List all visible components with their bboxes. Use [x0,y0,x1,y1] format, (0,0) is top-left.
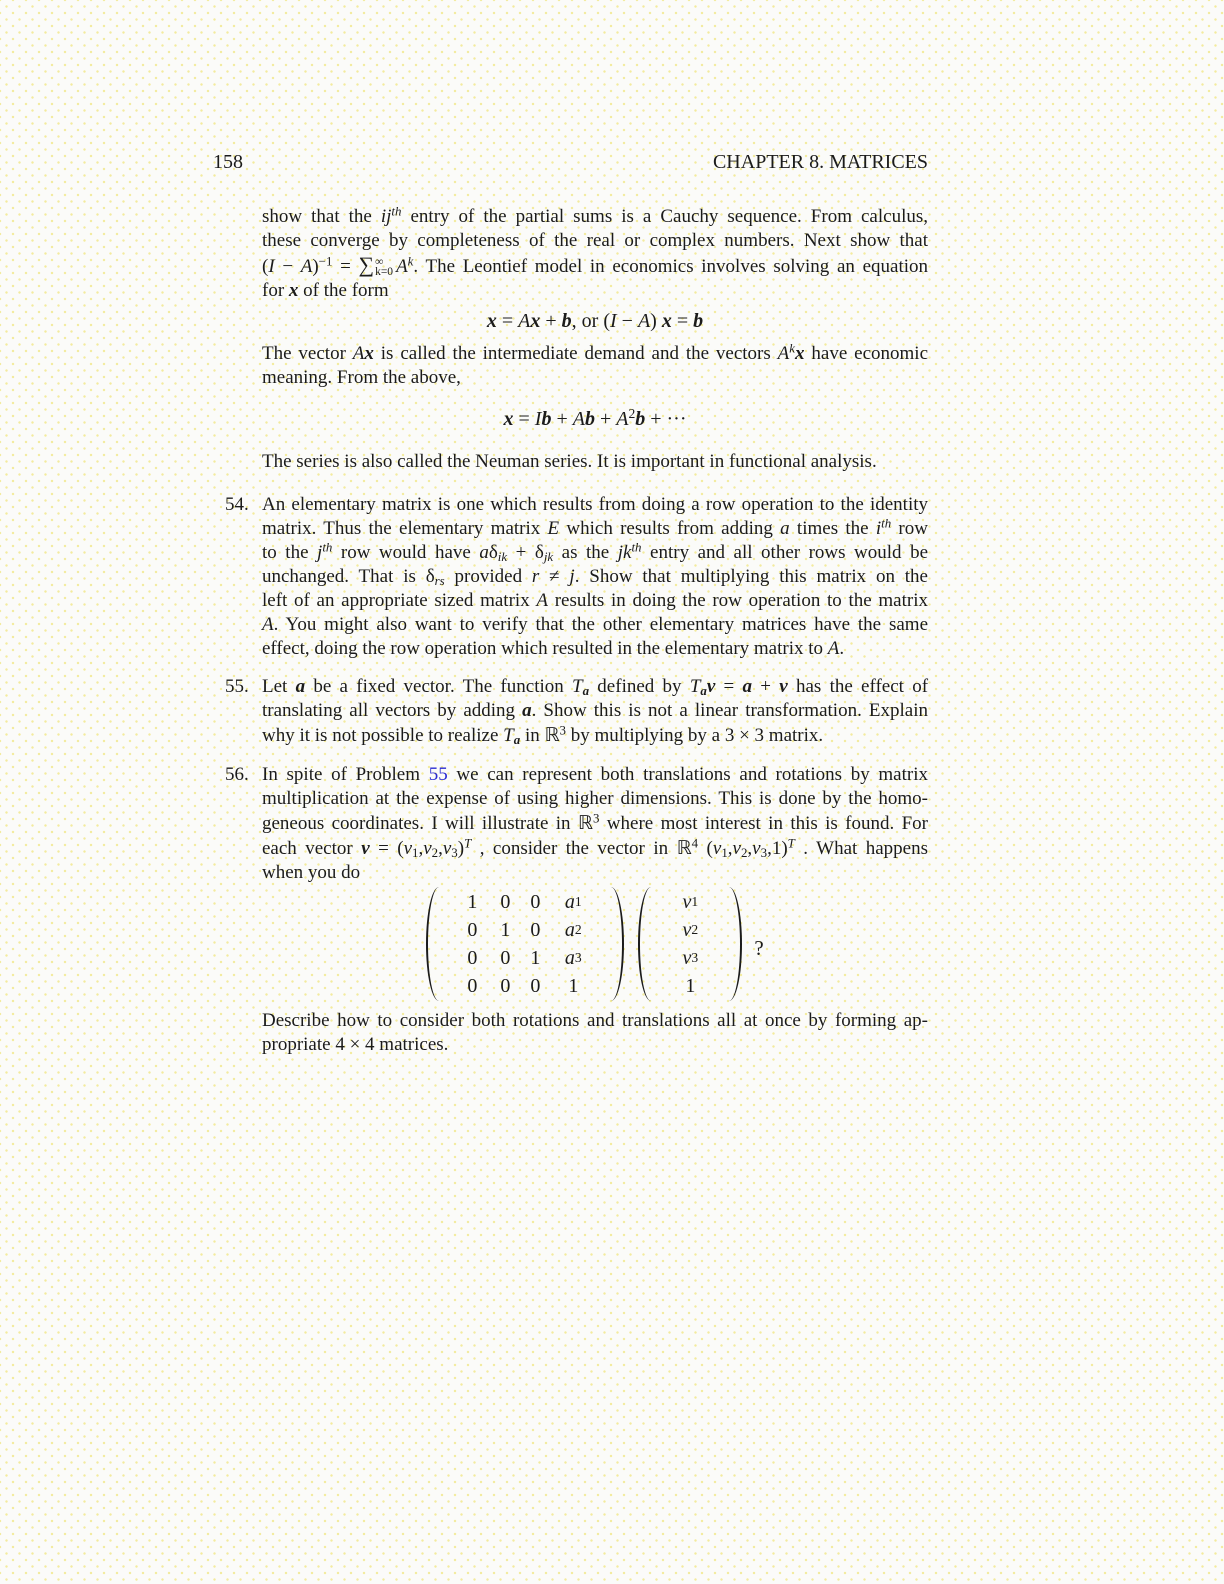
text-run: i [380,206,387,227]
text-run: + [752,676,780,697]
text-run: , consider the vector in [471,838,677,859]
text-run: = [715,676,743,697]
text-line [262,811,928,836]
text-run: b [541,408,552,430]
text-run: r [531,566,540,587]
intro-paragraph-2 [262,342,928,390]
text-run: ,1) [767,838,788,859]
text-run: Let [262,676,296,697]
text-run: 0 [500,975,511,997]
text-run: when you do [262,862,361,883]
text-run: b [693,310,704,332]
text-line [262,613,928,637]
text-run: 0 [500,947,511,969]
text-run: effect, doing the row operation which resulted in the elementary matrix to [262,638,828,659]
text-run: th [631,539,642,555]
text-run: . The Leontief model in economics involves solving an equation [413,256,929,277]
text-run: 0 [530,891,541,913]
text-line [262,493,928,517]
text-run: 1 [412,844,419,860]
text-run: x [364,343,374,364]
right-paren [598,887,624,1001]
intro-paragraph-3 [262,450,928,474]
text-run: ( [262,256,269,277]
text-run: a [564,891,575,913]
text-run: = [496,310,519,332]
matrix-cell [490,944,520,972]
text-run: v [712,838,722,859]
problem-54 [225,493,928,661]
text-run: 0 [530,975,541,997]
text-run: provided [444,566,532,587]
text-line [262,229,928,253]
text-run: A [396,256,408,277]
text-line [262,541,928,565]
text-run: A [777,343,790,364]
text-run: to the [262,542,318,563]
text-run: a [479,542,489,563]
display-equation-neumann-series [262,404,928,434]
matrix-cell [490,916,520,944]
vector-cell: v 1 [682,891,699,913]
text-run: The vector [262,343,353,364]
text-run: a [522,700,532,721]
text-run: + [507,542,535,563]
problem-number: 56. [225,764,249,785]
text-run: T [689,676,701,697]
text-run: be a fixed vector. The function [305,676,573,697]
text-run: ( [603,310,610,332]
text-run: A [352,343,365,364]
text-run: i [875,518,882,539]
text-run: A [518,310,531,332]
text-run: in [520,725,545,746]
matrix-cell [454,972,490,1000]
text-run: A [536,590,548,611]
text-run: 0 [530,919,541,941]
text-run: as the [553,542,618,563]
text-run: − [274,256,301,277]
problem-55-text [262,675,928,748]
matrix-cell [454,916,490,944]
text-run: rs [434,572,445,588]
text-run: 0 [467,947,478,969]
text-run: a [513,731,521,747]
text-run: a [564,919,575,941]
text-run: v [442,838,452,859]
text-run: left of an appropriate sized matrix [262,590,537,611]
text-line [262,342,928,366]
problem-54-text [262,493,928,661]
text-run: I [268,256,275,277]
matrix-cell [490,972,520,1000]
text-run: v [779,676,788,697]
text-run: ) [457,838,465,859]
intro-paragraph-1 [262,205,928,303]
text-run: . You might also want to verify that the other elementary matrices have the same [273,614,928,635]
text-run: 0 [467,919,478,941]
text-run: An elementary matrix is one which results from doing a row operation to the identity [262,494,928,515]
text-run: ℝ [577,812,593,834]
text-line [262,723,928,748]
text-line [262,1009,928,1033]
sum-symbol: ∑ [358,253,375,277]
text-run: In spite of Problem [262,764,429,785]
text-run: I [534,408,542,430]
text-run: 3 [760,844,768,860]
text-run: j [386,206,392,227]
text-run: for [262,280,289,301]
text-run: which results from adding [559,518,781,539]
matrix-cell [490,888,520,916]
text-line [262,637,928,661]
text-run: ) [312,256,319,277]
problem-56-text [262,763,928,885]
text-run [358,253,396,277]
transform-matrix [426,887,624,1001]
text-line [262,366,928,390]
text-line [262,565,928,589]
text-run: A [262,614,274,635]
text-run: x [288,280,299,301]
problem-number: 54. [225,494,249,515]
text-run: A [637,310,651,332]
text-run: defined by [589,676,690,697]
display-equation-leontief [262,308,928,334]
text-line [262,517,928,541]
text-run: δ [488,542,498,563]
text-run: x [503,408,514,430]
text-run: A [827,638,840,659]
text-run: results in doing the row operation to the matrix [548,590,928,611]
text-run: unchanged. That is [262,566,426,587]
text-run: row [891,518,928,539]
text-line [262,675,928,699]
matrix-cell: a 1 [564,891,582,913]
text-run: 3 [559,722,566,738]
text-run: Describe how to consider both rotations and translations all at once by forming ap- [262,1010,928,1031]
text-run: = ( [369,838,404,859]
text-run: x [795,343,805,364]
text-run: v [423,838,432,859]
text-run: 1 [721,844,728,860]
matrix-vector-product-equation [262,887,928,1001]
matrix-entries [454,887,596,1001]
text-run: T [787,835,795,851]
text-run: + [540,310,562,332]
text-run: ik [497,548,508,564]
text-run: . What happens [794,838,929,859]
text-run: we can represent both translations and rotations by matrix [447,764,928,785]
text-run: T [503,725,514,746]
matrix-cell: a 2 [564,919,582,941]
text-run: v [732,838,741,859]
text-run: v [361,838,370,859]
text-run: a [564,947,575,969]
text-run: ( [698,838,713,859]
text-line [262,450,928,474]
vector-cell: v 2 [682,919,699,941]
text-run: 1 [500,919,511,941]
text-run: 1 [467,891,478,913]
text-run: jk [543,548,554,564]
text-run: A [300,256,313,277]
text-run: 1 [568,975,579,997]
text-run: , [438,838,443,859]
text-run: = [332,256,359,277]
matrix-cell [520,916,550,944]
text-run: , [727,838,733,859]
text-run: a [780,518,790,539]
text-run: 2 [628,406,636,422]
text-run: , or [571,310,604,332]
text-run: 2 [740,844,748,860]
text-column [225,203,929,1057]
text-run: 0 [467,975,478,997]
text-run: has the effect of [787,676,929,697]
text-run: a [582,682,590,698]
text-run: each vector [262,838,362,859]
text-line [262,253,928,279]
text-run: 1 [530,947,541,969]
text-run: , [747,838,753,859]
matrix-cell [454,888,490,916]
text-run: matrix. Thus the elementary matrix [262,518,548,539]
chapter-title: CHAPTER 8. MATRICES [712,151,928,173]
text-run: . Show that multiplying this matrix on the [574,566,928,587]
left-paren [638,887,664,1001]
text-run: x [661,310,672,332]
sum-limits: ∞ k=0 [375,255,394,278]
text-run: A [616,408,629,430]
text-run: v [752,838,761,859]
text-run: row would have [332,542,480,563]
text-run: v [403,838,413,859]
problem-55 [225,675,929,748]
text-run: have economic [804,343,928,364]
matrix-cell [520,944,550,972]
problem-number: 55. [225,676,249,697]
text-run: times the [789,518,876,539]
text-run: T [464,835,472,851]
text-run: these converge by completeness of the real or complex numbers. Next show that [262,230,928,251]
text-run: + [594,408,617,430]
text-run: j [569,566,575,587]
page-header [213,150,928,174]
question-mark: ? [754,936,764,960]
text-run: entry and all other rows would be [641,542,928,563]
text-run: b [635,408,646,430]
text-run: 4 [691,835,699,851]
text-run: is called the intermediate demand and the vectors [373,343,778,364]
text-run: 3 [451,844,458,860]
text-run: −1 [318,253,333,269]
matrix-cell [520,972,550,1000]
text-run: propriate 4 × 4 matrices. [262,1034,449,1055]
problem-56-tail-text [262,1009,928,1057]
text-run: = [671,310,694,332]
text-line [262,763,928,787]
matrix-cell: a 3 [564,947,582,969]
text-run: 0 [500,891,511,913]
text-run: th [881,515,892,531]
matrix-cell [550,972,596,1000]
text-run: translating all vectors by adding [262,700,523,721]
text-run: v [682,919,692,941]
text-run: b [584,408,595,430]
text-run: ℝ [676,837,692,859]
vector-cell: v 3 [682,947,699,969]
right-paren [716,887,742,1001]
text-run: + [551,408,573,430]
text-line [262,861,928,885]
text-line [262,589,928,613]
text-run: A [572,408,585,430]
matrix-cell [520,888,550,916]
text-line [262,787,928,811]
text-run: − [616,310,638,332]
text-line [262,699,928,723]
page-number: 158 [213,151,243,173]
text-run: 3 [592,810,600,826]
text-run: . [839,638,845,659]
text-run: entry of the partial sums is a Cauchy sequence. From calculus, [401,206,928,227]
text-run: δ [534,542,544,563]
text-run: T [572,676,583,697]
text-run: x [530,310,541,332]
text-run: j [317,542,323,563]
text-run: show that the [262,206,381,227]
text-run: jk [617,542,632,563]
text-run: by multiplying by a 3 × 3 matrix. [565,725,824,746]
text-run: , [418,838,424,859]
text-run: a [742,676,753,697]
text-run: a [700,682,707,698]
text-run: multiplication at the expense of using higher dimensions. This is done by the homo- [262,788,928,809]
text-run: v [682,947,692,969]
text-run: + ··· [645,408,687,430]
text-run: v [706,676,716,697]
text-run: E [547,518,560,539]
text-run: k [789,340,796,356]
text-run: 2 [431,844,439,860]
text-run: a [295,676,306,697]
homogeneous-vector [638,887,742,1001]
text-run: ) [650,310,662,332]
text-run: k [407,253,414,269]
text-run: 1 [685,975,696,997]
matrix-cell [454,944,490,972]
text-run: where most interest in this is found. For [599,813,929,834]
problem-ref-link[interactable]: 55 [428,764,448,785]
text-run: th [391,203,402,219]
text-run: v [682,891,692,913]
text-run: of the form [298,280,389,301]
text-run: = [513,408,535,430]
problem-56 [225,763,929,1057]
text-run: . Show this is not a linear transformation. Explain [531,700,928,721]
vector-cell [666,972,714,1000]
text-line [262,205,928,229]
text-run: δ [425,566,435,587]
text-line [262,279,928,303]
text-run: I [610,310,617,332]
text-run: th [322,539,333,555]
text-run: geneous coordinates. I will illustrate in [262,813,578,834]
text-run: x [486,310,497,332]
text-line [262,836,928,861]
text-run: ℝ [544,724,560,746]
left-paren [426,887,452,1001]
text-line [262,1033,928,1057]
textbook-page [213,150,928,1057]
text-run: The series is also called the Neuman series. It is important in functional analysis. [262,451,877,472]
vector-entries [666,887,714,1001]
text-run: why it is not possible to realize [262,725,504,746]
text-run: ≠ [539,566,570,587]
text-run: b [561,310,572,332]
text-run: meaning. From the above, [262,367,461,388]
